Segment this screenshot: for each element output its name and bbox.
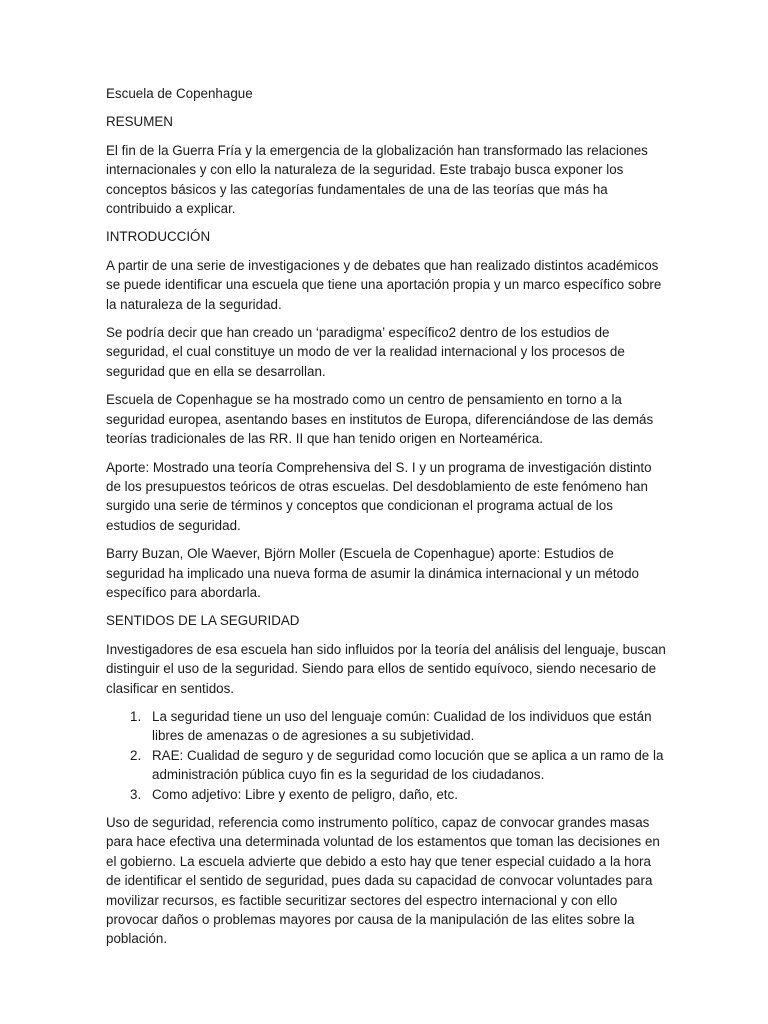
sentidos-heading: SENTIDOS DE LA SEGURIDAD xyxy=(106,613,300,629)
intro-paragraph: Aporte: Mostrado una teoría Comprehensiva del S. I y un programa de investigación distinto de los presupuestos teóricos de otras escuelas. Del desdoblamiento de este fenómeno han surgido una serie de términos y conceptos que condicionan el programa actual de los estudios de seguridad. xyxy=(106,459,652,533)
resumen-paragraph: El fin de la Guerra Fría y la emergencia de la globalización han transformado las relaciones internacionales y con ello la naturaleza de la seguridad. Este trabajo busca exponer los conceptos básicos y las categorías fundamentales de una de las teorías que más ha contribuido a explicar. xyxy=(106,142,648,217)
list-item-text: La seguridad tiene un uso del lenguaje común: Cualidad de los individuos que están libres de amenazas o de agresiones a su subjetividad. xyxy=(152,708,652,744)
sentidos-list xyxy=(106,707,666,804)
list-item xyxy=(106,785,666,804)
intro-paragraph: A partir de una serie de investigaciones y de debates que han realizado distintos académicos se puede identificar una escuela que tiene una aportación propia y un marco específico sobre la naturaleza de la seguridad. xyxy=(106,257,662,312)
list-item xyxy=(106,707,666,746)
sentidos-intro-paragraph: Investigadores de esa escuela han sido influidos por la teoría del análisis del lenguaje, buscan distinguir el uso de la seguridad. Siendo para ellos de sentido equívoco, siendo necesario de clasificar en sentidos. xyxy=(106,641,666,696)
list-item-number: 2. xyxy=(130,747,142,763)
document-page xyxy=(106,84,666,958)
intro-paragraph: Escuela de Copenhague se ha mostrado como un centro de pensamiento en torno a la seguridad europea, asentando bases en institutos de Europa, diferenciándose de las demás teorías tradicionales de las RR. II que han tenido origen en Norteamérica. xyxy=(106,392,654,447)
document-title: Escuela de Copenhague xyxy=(106,86,253,101)
list-item-text: Como adjetivo: Libre y exento de peligro, daño, etc. xyxy=(152,786,458,802)
list-item-text: RAE: Cualidad de seguro y de seguridad como locución que se aplica a un ramo de la administración pública cuyo fin es la seguridad de los ciudadanos. xyxy=(152,747,664,783)
introduccion-heading: INTRODUCCIÓN xyxy=(106,229,211,245)
list-item xyxy=(106,746,666,785)
list-item-number: 1. xyxy=(130,708,142,724)
intro-paragraph: Se podría decir que han creado un ‘paradigma’ específico2 dentro de los estudios de seguridad, el cual constituye un modo de ver la realidad internacional y los procesos de seguridad que en ella se desarrollan. xyxy=(106,325,625,379)
closing-paragraph: Uso de seguridad, referencia como instrumento político, capaz de convocar grandes masas para hace efectiva una determinada voluntad de los estamentos que toman las decisiones en el gobierno. La escuela advierte que debido a esto hay que tener especial cuidado a la hora de identificar el sentido de seguridad, pues dada su capacidad de convocar voluntades para movilizar recursos, es factible securitizar sectores del espectro internacional y con ello provocar daños o problemas mayores por causa de la manipulación de las elites sobre la población. xyxy=(106,815,660,947)
list-item-number: 3. xyxy=(130,786,142,802)
resumen-heading: RESUMEN xyxy=(106,114,173,130)
intro-paragraph: Barry Buzan, Ole Waever, Björn Moller (Escuela de Copenhague) aporte: Estudios de seguridad ha implicado una nueva forma de asumir la dinámica internacional y un método específico para abordarla. xyxy=(106,546,639,600)
